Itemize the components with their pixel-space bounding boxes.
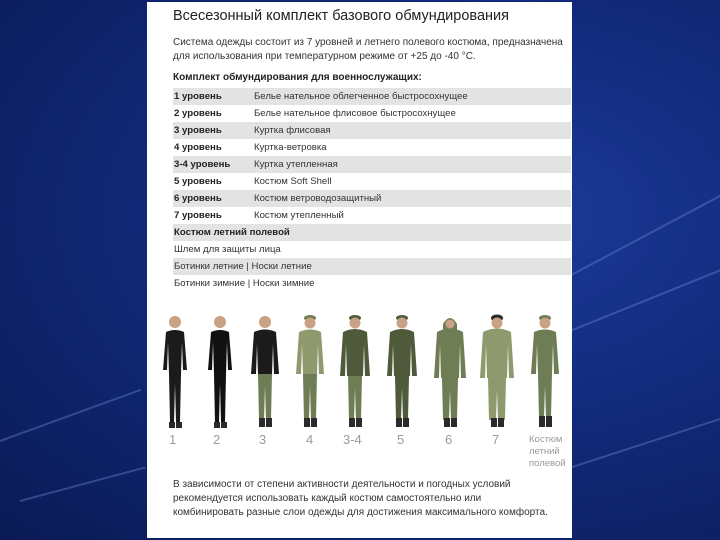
slide-title: Всесезонный комплект базового обмундирования: [173, 8, 509, 24]
level-label: 5 уровень: [174, 176, 222, 187]
figure-label: 5: [397, 432, 405, 447]
soldier-figure-summer: [527, 312, 563, 430]
figure-label: 3: [259, 432, 267, 447]
extra-item: Ботинки зимние | Носки зимние: [174, 278, 315, 289]
table-row: [173, 122, 571, 139]
figure-label: 2: [213, 432, 221, 447]
level-item: Белье нательное облегченное быстросохнущее: [254, 91, 468, 102]
footer-text: В зависимости от степени активности деятельности и погодных условий рекомендуется использовать каждый костюм самостоятельно или комбинировать разные слои одежды для достижения максимального комфорта.: [173, 479, 548, 518]
figure-label: 4: [306, 432, 314, 447]
figure-label: 6: [445, 432, 453, 447]
soldier-figure-2: [202, 312, 238, 430]
background-stripe: [0, 389, 141, 442]
level-item: Куртка утепленная: [254, 159, 338, 170]
table-row: [173, 88, 571, 105]
section-title: Комплект обмундирования для военнослужащих:: [173, 72, 422, 83]
soldier-figure-1: [157, 312, 193, 430]
table-row: [173, 156, 571, 173]
background-stripe: [570, 263, 720, 332]
table-row: [173, 275, 571, 292]
level-label: 7 уровень: [174, 210, 222, 221]
soldier-figure-3-4: [337, 312, 373, 430]
slide-card: [147, 2, 572, 538]
extra-item: Шлем для защиты лица: [174, 244, 281, 255]
table-row: [173, 258, 571, 275]
soldier-figures: [147, 312, 572, 432]
level-label: 3 уровень: [174, 125, 222, 136]
level-label: 1 уровень: [174, 91, 222, 102]
table-row: [173, 173, 571, 190]
level-item: Куртка флисовая: [254, 125, 331, 136]
table-row: [173, 190, 571, 207]
level-label: 6 уровень: [174, 193, 222, 204]
extra-item: Ботинки летние | Носки летние: [174, 261, 312, 272]
level-label: 2 уровень: [174, 108, 222, 119]
level-item: Костюм утепленный: [254, 210, 344, 221]
soldier-figure-6: [432, 312, 468, 430]
level-item: Куртка-ветровка: [254, 142, 327, 153]
uniform-table: [173, 88, 571, 292]
intro-text: Система одежды состоит из 7 уровней и летнего полевого костюма, предназначена для использования при температурном режиме от +25 до -40 °С.: [173, 37, 563, 62]
soldier-figure-7: [479, 312, 515, 430]
table-row: [173, 241, 571, 258]
figure-labels: [147, 432, 572, 472]
figure-label-summer: Костюм летний полевой: [529, 434, 566, 469]
table-row: [173, 105, 571, 122]
figure-label: 1: [169, 432, 177, 447]
soldier-figure-4: [292, 312, 328, 430]
table-row: [173, 139, 571, 156]
figure-label: 3-4: [343, 432, 362, 447]
level-label: 4 уровень: [174, 142, 222, 153]
table-row: [173, 224, 571, 241]
extra-item: Костюм летний полевой: [174, 227, 290, 238]
level-label: 3-4 уровень: [174, 159, 231, 170]
background-stripe: [20, 466, 146, 502]
level-item: Костюм ветроводозащитный: [254, 193, 382, 204]
figure-label: 7: [492, 432, 500, 447]
soldier-figure-5: [384, 312, 420, 430]
table-row: [173, 207, 571, 224]
level-item: Белье нательное флисовое быстросохнущее: [254, 108, 456, 119]
background-stripe: [560, 411, 720, 472]
background-stripe: [560, 186, 720, 282]
level-item: Костюм Soft Shell: [254, 176, 332, 187]
soldier-figure-3: [247, 312, 283, 430]
